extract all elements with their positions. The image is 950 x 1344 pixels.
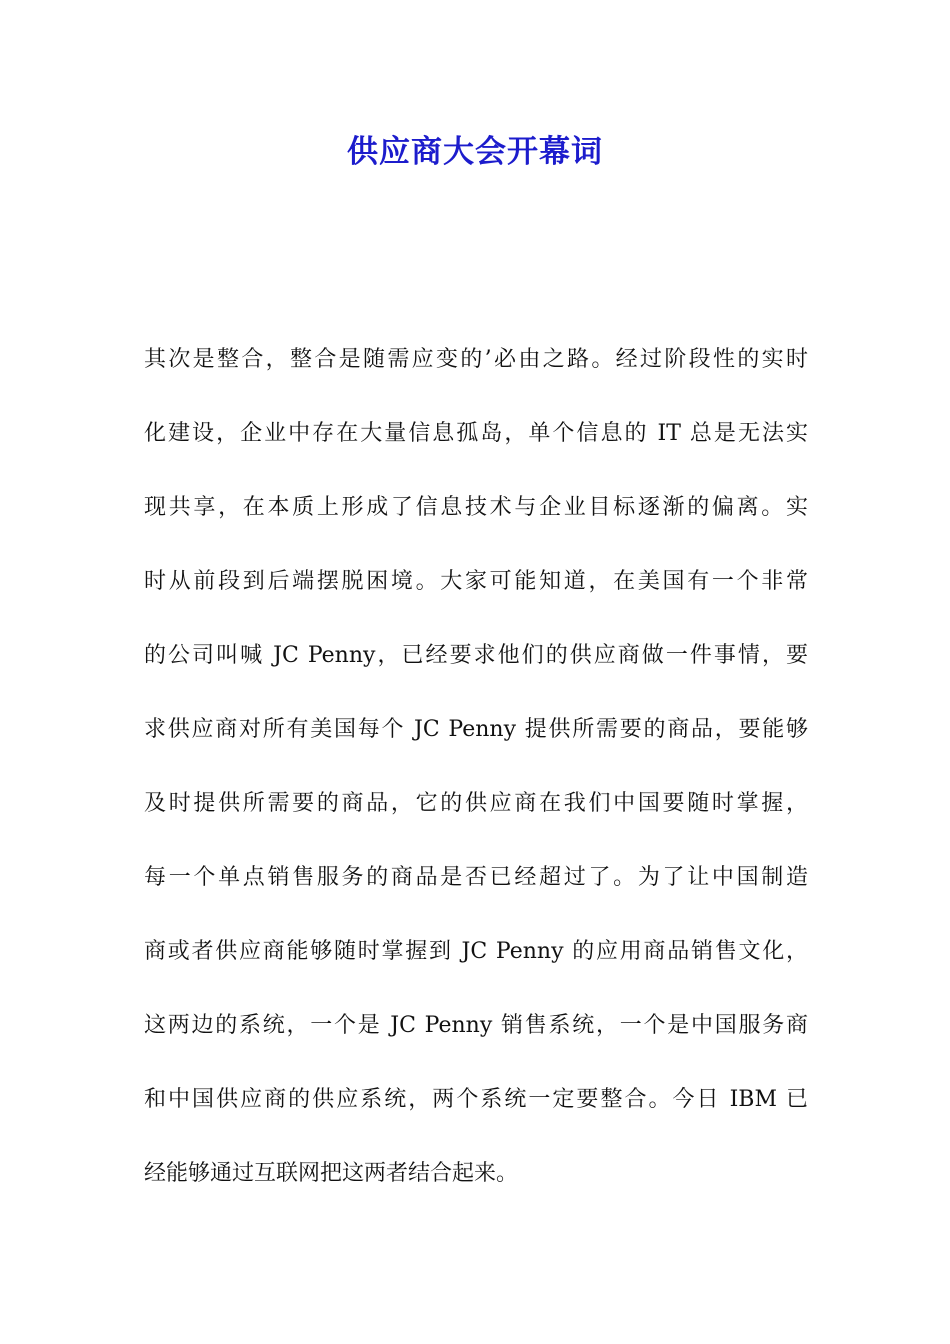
body-line: 的公司叫喊 JC Penny，已经要求他们的供应商做一件事情，要 (144, 643, 808, 668)
body-line: 其次是整合，整合是随需应变的’必由之路。经过阶段性的实时 (144, 347, 808, 372)
body-line: 时从前段到后端摆脱困境。大家可能知道，在美国有一个非常 (144, 569, 808, 594)
body-line: 化建设，企业中存在大量信息孤岛，单个信息的 IT 总是无法实 (144, 421, 808, 446)
body-line: 每一个单点销售服务的商品是否已经超过了。为了让中国制造 (144, 865, 808, 890)
document-body (144, 336, 808, 1224)
document-title: 供应商大会开幕词 (347, 134, 603, 170)
body-line: 商或者供应商能够随时掌握到 JC Penny 的应用商品销售文化， (144, 939, 808, 964)
body-line: 这两边的系统，一个是 JC Penny 销售系统，一个是中国服务商 (144, 1013, 808, 1038)
body-line: 现共享，在本质上形成了信息技术与企业目标逐渐的偏离。实 (144, 495, 808, 520)
body-line: 经能够通过互联网把这两者结合起来。 (144, 1161, 519, 1186)
body-line: 和中国供应商的供应系统，两个系统一定要整合。今日 IBM 已 (144, 1087, 808, 1112)
body-line: 求供应商对所有美国每个 JC Penny 提供所需要的商品，要能够 (144, 717, 808, 742)
body-line: 及时提供所需要的商品，它的供应商在我们中国要随时掌握， (144, 791, 808, 816)
